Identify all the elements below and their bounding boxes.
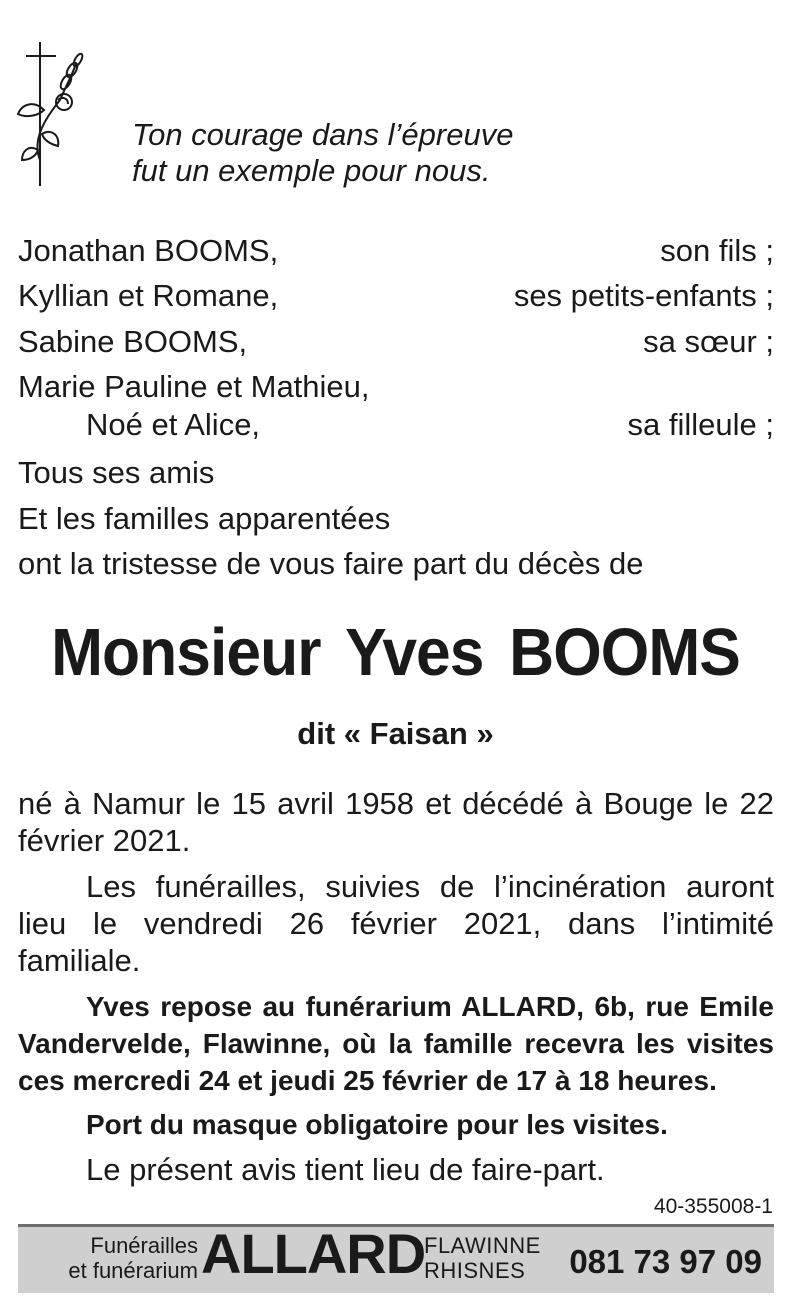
others-line: Tous ses amis <box>18 455 215 490</box>
location: FLAWINNE <box>424 1233 541 1258</box>
brand-name: ALLARD <box>201 1222 426 1285</box>
family-name: Sabine BOOMS, <box>18 324 248 359</box>
family-name: Noé et Alice, <box>86 407 261 442</box>
others-line: Et les familles apparentées <box>18 501 391 536</box>
location: RHISNES <box>424 1258 526 1283</box>
reference-number: 40-355008-1 <box>653 1195 773 1218</box>
deceased-name: Monsieur Yves BOOMS <box>51 615 740 690</box>
epitaph <box>132 117 513 189</box>
family-row <box>18 233 774 279</box>
family-name: Kyllian et Romane, <box>18 278 279 313</box>
service-label-line: Funérailles <box>90 1233 198 1258</box>
family-row <box>18 324 774 370</box>
visits-text: Yves repose au funérarium ALLARD, 6b, rue Emile Vandervelde, Flawinne, où la famille recevra les visites ces mercredi 24 et jeudi 25 février de 17 à 18 heures. <box>18 991 774 1096</box>
funeral-home-banner <box>18 1224 774 1293</box>
family-row <box>18 407 774 453</box>
service-label-line: et funérarium <box>68 1258 198 1283</box>
funeral-text: Les funérailles, suivies de l’incinération auront lieu le vendredi 26 février 2021, dans l’intimité familiale. <box>18 869 774 978</box>
family-row <box>18 278 774 324</box>
birth-death-text: né à Namur le 15 avril 1958 et décédé à Bouge le 22 février 2021. <box>18 786 774 858</box>
family-relation: ses petits-enfants ; <box>513 278 774 313</box>
service-label <box>26 1233 198 1283</box>
epitaph-line: fut un exemple pour nous. <box>132 153 491 188</box>
deceased-nickname: dit « Faisan » <box>297 716 494 751</box>
locations <box>424 1233 541 1283</box>
family-relation: son fils ; <box>660 233 774 268</box>
notice-text: Le présent avis tient lieu de faire-part. <box>86 1152 605 1187</box>
family-name: Jonathan BOOMS, <box>18 233 279 268</box>
family-relation: sa filleule ; <box>627 407 774 442</box>
family-name: Marie Pauline et Mathieu, <box>18 369 370 404</box>
mask-text: Port du masque obligatoire pour les visites. <box>86 1109 668 1140</box>
phone-number[interactable]: 081 73 97 09 <box>569 1243 762 1280</box>
epitaph-line: Ton courage dans l’épreuve <box>132 117 514 152</box>
others-line: ont la tristesse de vous faire part du décès de <box>18 546 644 581</box>
family-relation: sa sœur ; <box>643 324 774 359</box>
cross-flower-emblem <box>14 40 86 188</box>
